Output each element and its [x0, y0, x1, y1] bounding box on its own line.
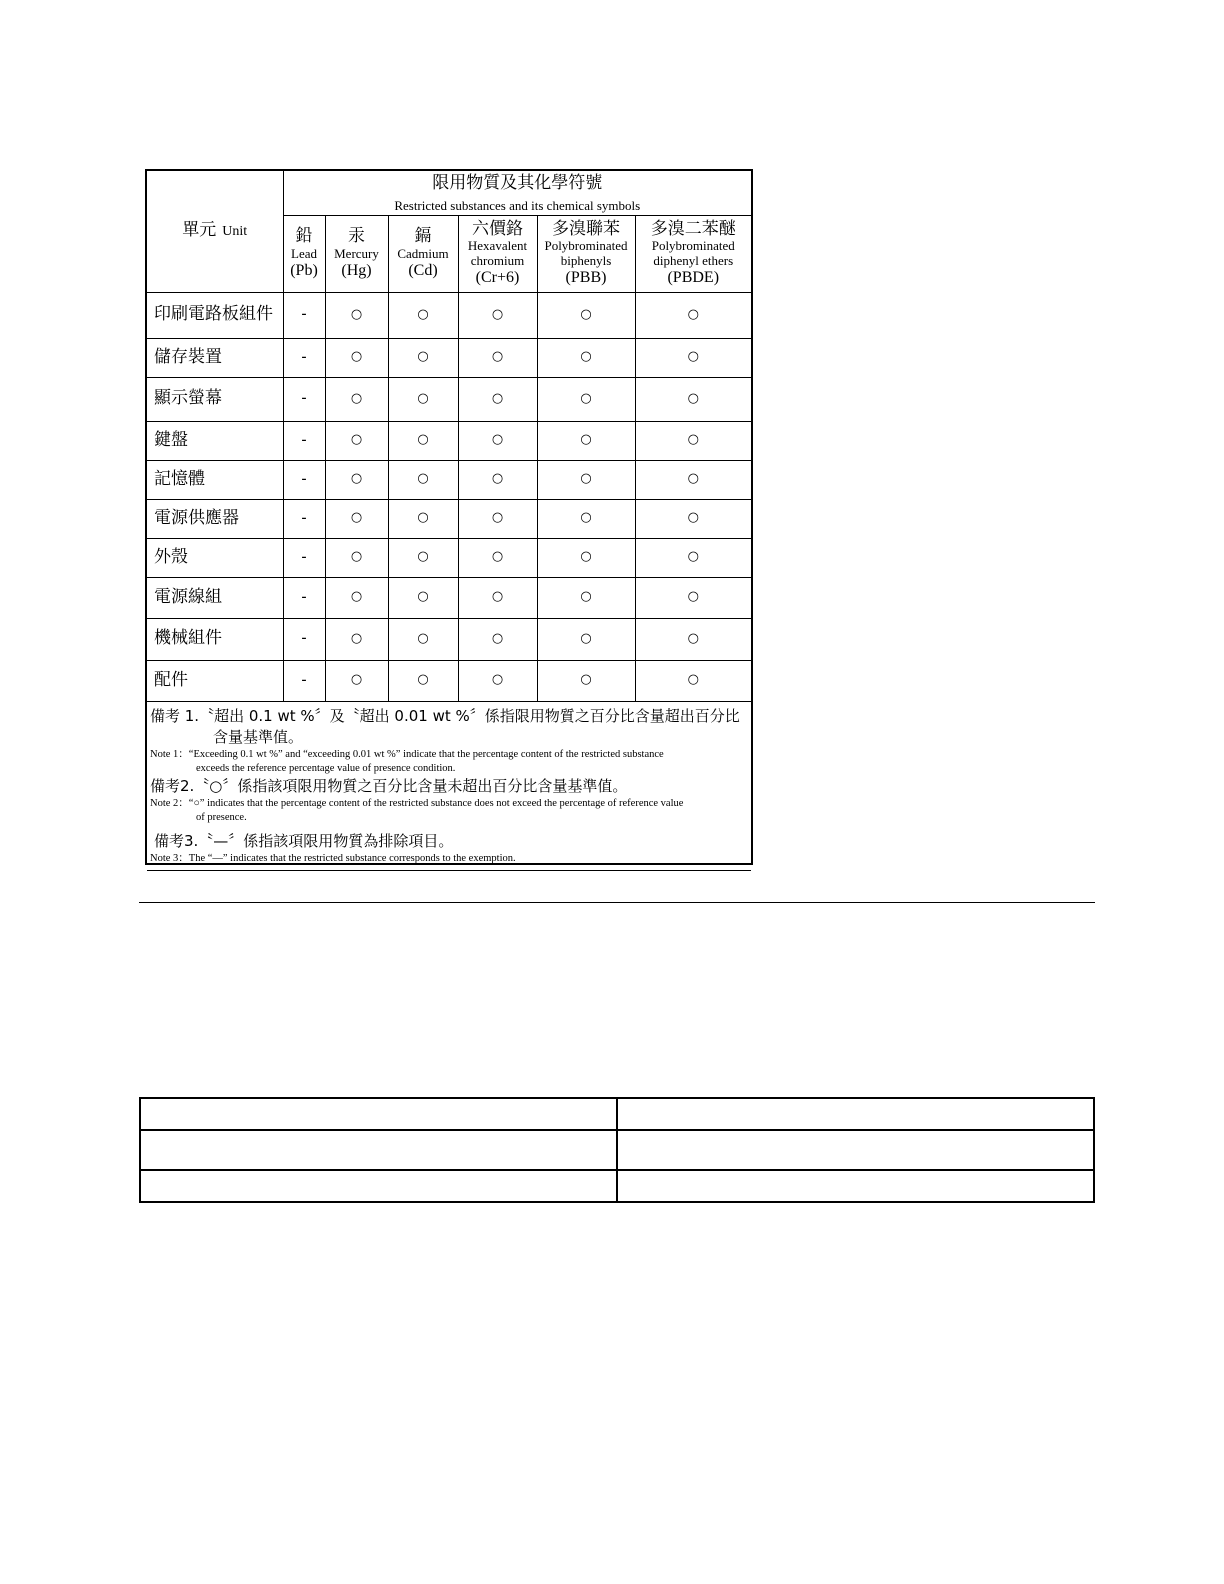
substance-presence-cell: ○ [388, 618, 458, 660]
substance-zh: 六價鉻 [472, 218, 523, 239]
empty-table-row [141, 1130, 1093, 1171]
substance-presence-cell: - [283, 460, 325, 499]
substance-presence-cell: ○ [458, 421, 537, 460]
substance-presence-cell: - [283, 338, 325, 377]
substance-presence-cell: ○ [458, 460, 537, 499]
substance-presence-cell: - [283, 377, 325, 421]
table-row [147, 377, 751, 421]
substance-en: Hexavalent chromium [467, 238, 528, 269]
substance-symbol: (Cr+6) [475, 269, 520, 287]
note-3-en: Note 3：The “—” indicates that the restricted substance corresponds to the exemption. [150, 852, 516, 864]
substance-presence-cell: ○ [388, 377, 458, 421]
empty-table-cell [141, 1170, 617, 1201]
substance-presence-cell: ○ [325, 538, 388, 577]
substance-presence-cell: ○ [388, 577, 458, 618]
substance-symbol: (Cd) [408, 261, 438, 279]
component-name: 印刷電路板組件 [147, 292, 283, 338]
table-notes [147, 701, 751, 870]
table-row [147, 618, 751, 660]
substance-presence-cell: ○ [458, 618, 537, 660]
substance-en: Polybrominated biphenyls [544, 238, 628, 269]
group-title-zh: 限用物質及其化學符號 [432, 172, 603, 193]
table-row [147, 292, 751, 338]
substance-presence-cell: ○ [325, 660, 388, 701]
note-1-en: Note 1：“Exceeding 0.1 wt %” and “exceeding 0.01 wt %” indicate that the percentage content of the restricted substance [150, 748, 664, 760]
substance-presence-cell: ○ [458, 292, 537, 338]
substances-group-header [283, 171, 751, 215]
substance-header-hexavalent-chromium [458, 215, 537, 292]
empty-table-row [141, 1170, 1093, 1201]
substance-zh: 多溴聯苯 [552, 218, 620, 239]
substance-presence-cell: - [283, 618, 325, 660]
note-1-zh: 備考 1.〝超出 0.1 wt %〞及〝超出 0.01 wt %〞係指限用物質之百分比含量超出百分比 [150, 706, 740, 725]
substance-en: Polybrominated diphenyl ethers [651, 238, 735, 269]
substance-presence-cell: ○ [325, 618, 388, 660]
section-divider [139, 902, 1095, 903]
component-name: 記憶體 [147, 460, 283, 499]
substance-header-pbde [635, 215, 751, 292]
substance-presence-cell: ○ [458, 660, 537, 701]
substance-presence-cell: ○ [325, 421, 388, 460]
substance-presence-cell: ○ [388, 499, 458, 538]
substance-presence-cell: ○ [325, 338, 388, 377]
substance-presence-cell: ○ [635, 618, 751, 660]
substance-header-pbb [537, 215, 635, 292]
component-name: 配件 [147, 660, 283, 701]
substance-presence-cell: ○ [388, 660, 458, 701]
note-2-zh: 備考2.〝○〞係指該項限用物質之百分比含量未超出百分比含量基準值。 [150, 776, 628, 795]
substance-presence-cell: ○ [388, 538, 458, 577]
restricted-substances-table [145, 169, 753, 865]
substance-presence-cell: ○ [635, 292, 751, 338]
substance-presence-cell: ○ [388, 338, 458, 377]
component-name: 儲存裝置 [147, 338, 283, 377]
substance-presence-cell: - [283, 577, 325, 618]
unit-label-en: Unit [222, 224, 248, 240]
table-row [147, 660, 751, 701]
note-2-en-continued: of presence. [196, 811, 247, 823]
substance-presence-cell: - [283, 538, 325, 577]
substance-presence-cell: ○ [537, 618, 635, 660]
substance-presence-cell: ○ [635, 421, 751, 460]
empty-table-row [141, 1099, 1093, 1130]
substance-zh: 汞 [348, 226, 365, 247]
empty-table-cell [617, 1170, 1093, 1201]
substance-presence-cell: ○ [635, 460, 751, 499]
substance-presence-cell: ○ [458, 338, 537, 377]
substance-presence-cell: ○ [458, 377, 537, 421]
substance-presence-cell: ○ [537, 377, 635, 421]
note-1-en-continued: exceeds the reference percentage value of presence condition. [196, 762, 456, 774]
component-name: 顯示螢幕 [147, 377, 283, 421]
substance-zh: 鎘 [414, 226, 432, 247]
substance-en: Mercury [334, 245, 379, 261]
substance-presence-cell: ○ [537, 460, 635, 499]
component-name: 鍵盤 [147, 421, 283, 460]
substance-header-mercury [325, 215, 388, 292]
table-row [147, 499, 751, 538]
substance-presence-cell: ○ [635, 499, 751, 538]
substance-presence-cell: ○ [388, 421, 458, 460]
component-name: 外殼 [147, 538, 283, 577]
substance-presence-cell: ○ [388, 292, 458, 338]
substance-presence-cell: - [283, 421, 325, 460]
substance-presence-cell: - [283, 292, 325, 338]
substance-presence-cell: ○ [325, 460, 388, 499]
empty-table-cell [617, 1099, 1093, 1130]
table-row [147, 421, 751, 460]
substance-presence-cell: ○ [635, 377, 751, 421]
substance-presence-cell: ○ [537, 660, 635, 701]
substance-presence-cell: ○ [325, 377, 388, 421]
note-1-zh-continued: 含量基準值。 [213, 727, 304, 746]
substance-zh: 鉛 [295, 226, 313, 247]
substance-presence-cell: ○ [635, 338, 751, 377]
substance-header-cadmium [388, 215, 458, 292]
unit-label-zh: 單元 [182, 220, 217, 241]
substance-presence-cell: ○ [537, 292, 635, 338]
substance-presence-cell: ○ [537, 338, 635, 377]
substance-presence-cell: ○ [635, 577, 751, 618]
component-name: 電源線組 [147, 577, 283, 618]
group-title-en: Restricted substances and its chemical symbols [394, 198, 641, 214]
substance-presence-cell: ○ [537, 499, 635, 538]
substance-presence-cell: ○ [635, 660, 751, 701]
substance-symbol: (PBB) [565, 269, 607, 287]
note-2-en: Note 2：“○” indicates that the percentage content of the restricted substance does not exceed the percentage of reference value [150, 797, 684, 809]
substance-symbol: (Pb) [290, 261, 318, 279]
substance-presence-cell: ○ [325, 292, 388, 338]
empty-table-cell [617, 1130, 1093, 1171]
substance-presence-cell: ○ [325, 499, 388, 538]
substance-presence-cell: ○ [537, 577, 635, 618]
substance-presence-cell: - [283, 660, 325, 701]
substance-en: Cadmium [397, 245, 449, 261]
empty-table-cell [141, 1099, 617, 1130]
substance-symbol: (Hg) [341, 261, 372, 279]
substance-presence-cell: ○ [635, 538, 751, 577]
unit-header [147, 171, 283, 292]
table-row [147, 338, 751, 377]
component-name: 機械組件 [147, 618, 283, 660]
empty-table-cell [141, 1130, 617, 1171]
substance-en: Lead [291, 245, 317, 261]
note-3-zh: 備考3.〝—〞係指該項限用物質為排除項目。 [154, 831, 454, 850]
table-row [147, 538, 751, 577]
substance-presence-cell: ○ [537, 421, 635, 460]
substance-symbol: (PBDE) [667, 269, 720, 287]
substance-presence-cell: ○ [325, 577, 388, 618]
substance-zh: 多溴二苯醚 [650, 218, 736, 239]
table-row [147, 577, 751, 618]
empty-table [139, 1097, 1095, 1203]
substance-presence-cell: ○ [388, 460, 458, 499]
substance-presence-cell: ○ [458, 577, 537, 618]
component-name: 電源供應器 [147, 499, 283, 538]
substance-presence-cell: - [283, 499, 325, 538]
substance-header-lead [283, 215, 325, 292]
table-row [147, 460, 751, 499]
substance-presence-cell: ○ [458, 499, 537, 538]
substance-presence-cell: ○ [458, 538, 537, 577]
substance-presence-cell: ○ [537, 538, 635, 577]
